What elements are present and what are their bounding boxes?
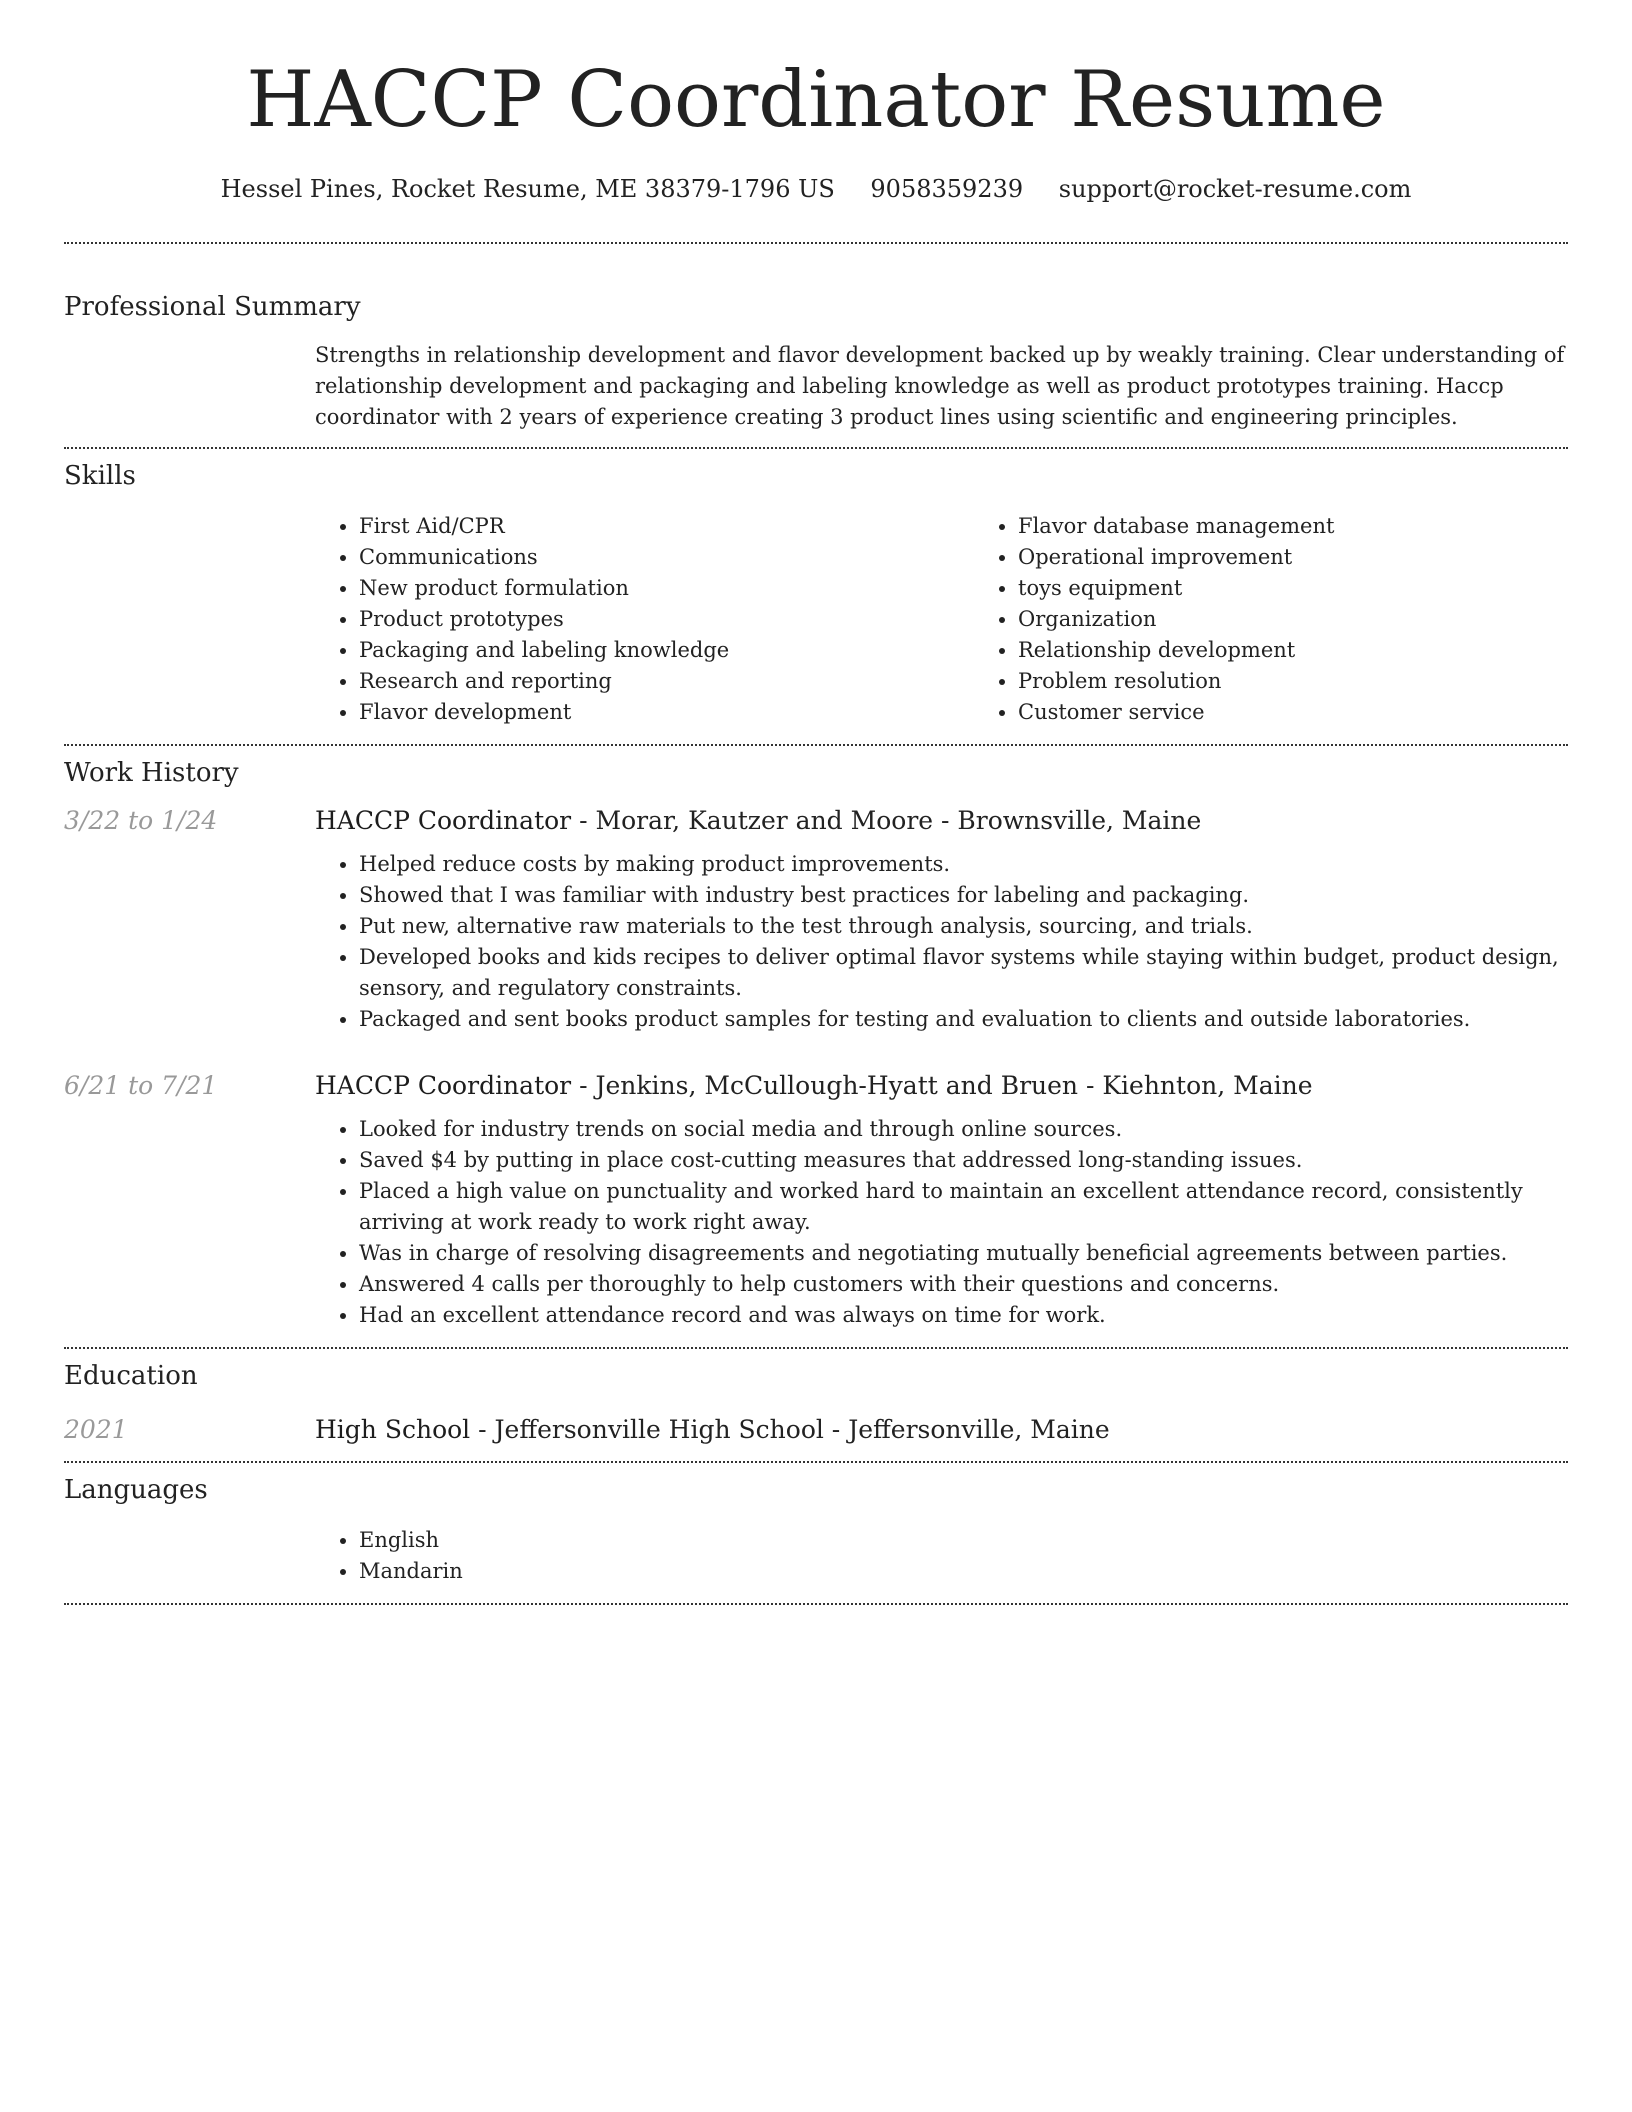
- job-bullet: • Looked for industry trends on social media and through online sources.: [359, 1114, 1568, 1145]
- skill-item: • Research and reporting: [359, 666, 974, 697]
- job-bullet: • Helped reduce costs by making product improvements.: [359, 849, 1568, 880]
- job-entry: [64, 804, 1568, 1035]
- skills-list-left: [315, 511, 974, 728]
- section-education: [64, 1349, 1568, 1461]
- job-heading: [315, 804, 1568, 838]
- skill-item: • Communications: [359, 542, 974, 573]
- work-list: [64, 804, 1568, 1347]
- skills-list-right: [974, 511, 1632, 728]
- job-bullet: • Developed books and kids recipes to deliver optimal flavor systems while staying within budget, product design, sensory, and regulatory constraints.: [359, 942, 1568, 1004]
- job-bullet: • Put new, alternative raw materials to the test through analysis, sourcing, and trials.: [359, 911, 1568, 942]
- job-body: [315, 804, 1568, 1035]
- job-title: HACCP Coordinator: [315, 1071, 572, 1100]
- skill-item: • First Aid/CPR: [359, 511, 974, 542]
- contact-phone: 9058359239: [870, 175, 1024, 203]
- job-bullets: [315, 849, 1568, 1035]
- contact-email: support@rocket-resume.com: [1058, 175, 1412, 203]
- job-bullet: • Answered 4 calls per thoroughly to help customers with their questions and concerns.: [359, 1269, 1568, 1300]
- skill-item: • Customer service: [1018, 697, 1632, 728]
- languages-left-spacer: [64, 1525, 315, 1587]
- languages-row: [64, 1525, 1568, 1603]
- job-heading: [315, 1069, 1568, 1103]
- section-heading-skills: Skills: [64, 461, 136, 491]
- job-bullets: [315, 1114, 1568, 1331]
- languages-list: [315, 1525, 1568, 1587]
- section-heading-education: Education: [64, 1361, 198, 1391]
- language-item: • Mandarin: [359, 1556, 1568, 1587]
- job-bullet: • Saved $4 by putting in place cost-cutting measures that addressed long-standing issues.: [359, 1145, 1568, 1176]
- section-languages: [64, 1463, 1568, 1603]
- skill-item: • Flavor database management: [1018, 511, 1632, 542]
- job-entry: [64, 1069, 1568, 1331]
- job-body: [315, 1069, 1568, 1331]
- section-summary: [64, 244, 1568, 447]
- skill-item: • Organization: [1018, 604, 1632, 635]
- job-dates: 6/21 to 7/21: [64, 1071, 218, 1100]
- section-heading-work: Work History: [64, 758, 239, 788]
- skill-item: • Flavor development: [359, 697, 974, 728]
- job-dates: 3/22 to 1/24: [64, 806, 218, 835]
- skill-item: • Problem resolution: [1018, 666, 1632, 697]
- language-item: • English: [359, 1525, 1568, 1556]
- job-bullet: • Placed a high value on punctuality and worked hard to maintain an excellent attendance record, consistently arriving at work ready to work right away.: [359, 1176, 1568, 1238]
- section-skills: [64, 449, 1568, 744]
- job-employer: - Jenkins, McCullough-Hyatt and Bruen - Kiehnton, Maine: [571, 1071, 1313, 1100]
- summary-row: [64, 340, 1568, 447]
- skill-item: • toys equipment: [1018, 573, 1632, 604]
- skill-item: • Product prototypes: [359, 604, 974, 635]
- summary-left-spacer: [64, 340, 315, 433]
- education-year: 2021: [64, 1415, 128, 1444]
- education-degree: High School: [315, 1415, 471, 1444]
- education-heading: [315, 1413, 1568, 1447]
- job-employer: - Morar, Kautzer and Moore - Brownsville, Maine: [571, 806, 1202, 835]
- skill-item: • Operational improvement: [1018, 542, 1632, 573]
- skill-item: • Packaging and labeling knowledge: [359, 635, 974, 666]
- summary-text: Strengths in relationship development and flavor development backed up by weakly training. Clear understanding of relationship development and packaging and labeling knowledge as well as product prototypes training. Haccp coordinator with 2 years of experience creating 3 product lines using scientific and engineering principles.: [315, 343, 1565, 429]
- job-title: HACCP Coordinator: [315, 806, 572, 835]
- divider: [64, 1603, 1568, 1605]
- skills-row: [64, 511, 1568, 744]
- languages-body: [315, 1525, 1568, 1587]
- section-heading-languages: Languages: [64, 1475, 208, 1505]
- contact-address: Hessel Pines, Rocket Resume, ME 38379-1796 US: [220, 175, 835, 203]
- contact-line: [64, 172, 1568, 206]
- job-bullet: • Had an excellent attendance record and was always on time for work.: [359, 1300, 1568, 1331]
- skill-item: • Relationship development: [1018, 635, 1632, 666]
- resume-title: HACCP Coordinator Resume: [246, 55, 1386, 145]
- job-bullet: • Packaged and sent books product samples for testing and evaluation to clients and outside laboratories.: [359, 1004, 1568, 1035]
- skills-left-spacer: [64, 511, 315, 728]
- education-body: [315, 1413, 1568, 1447]
- skills-grid: [315, 511, 1632, 728]
- section-heading-summary: Professional Summary: [64, 292, 361, 322]
- job-bullet: • Showed that I was familiar with industry best practices for labeling and packaging.: [359, 880, 1568, 911]
- summary-body: [315, 340, 1568, 433]
- education-school: - Jeffersonville High School - Jeffersonville, Maine: [470, 1415, 1110, 1444]
- skill-item: • New product formulation: [359, 573, 974, 604]
- job-bullet: • Was in charge of resolving disagreements and negotiating mutually beneficial agreements between parties.: [359, 1238, 1568, 1269]
- section-work-history: [64, 746, 1568, 1347]
- education-entry: [64, 1413, 1568, 1461]
